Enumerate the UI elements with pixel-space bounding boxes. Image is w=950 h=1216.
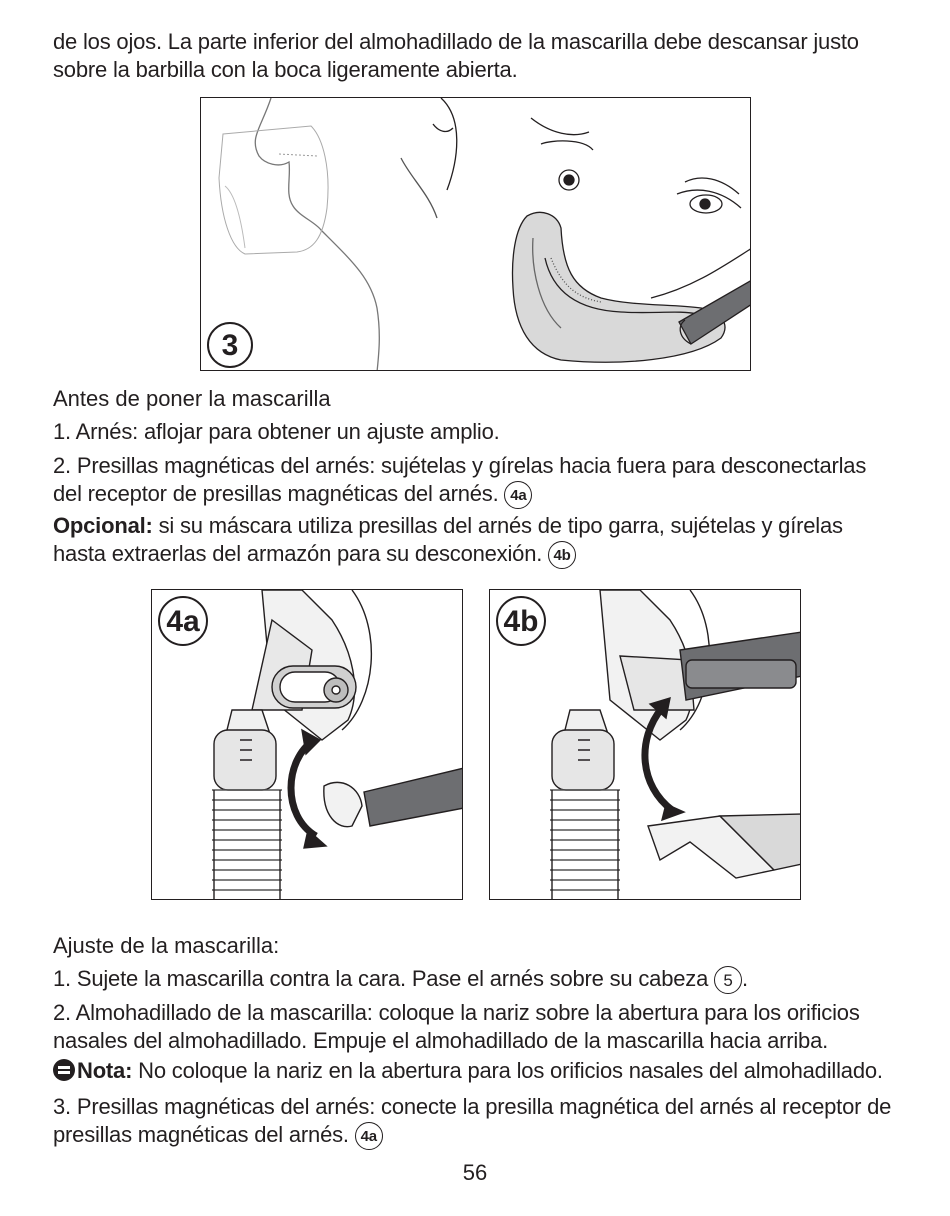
ref-badge-4a-second: 4a bbox=[355, 1122, 383, 1150]
section-heading-before: Antes de poner la mascarilla bbox=[53, 386, 331, 411]
optional-paragraph bbox=[53, 512, 898, 569]
fit-step-2: 2. Almohadillado de la mascarilla: coloque la nariz sobre la abertura para los orificios nasales del almohadillado. Empuje el almohadillado de la mascarilla hacia arriba. bbox=[53, 1000, 860, 1053]
note-text: No coloque la nariz en la abertura para los orificios nasales del almohadillado. bbox=[132, 1058, 883, 1083]
before-step-1: 1. Arnés: aflojar para obtener un ajuste amplio. bbox=[53, 419, 500, 444]
note-label: Nota: bbox=[77, 1058, 133, 1083]
before-step-2-text: 2. Presillas magnéticas del arnés: sujételas y gírelas hacia fuera para desconectarlas del receptor de presillas magnéticas del arnés. bbox=[53, 453, 867, 506]
figure-4a-label: 4a bbox=[158, 596, 208, 646]
page-number: 56 bbox=[462, 1160, 488, 1185]
note-paragraph bbox=[53, 1057, 898, 1085]
figure-4a-magnetic-clip bbox=[151, 589, 463, 900]
intro-paragraph: de los ojos. La parte inferior del almohadillado de la mascarilla debe descansar justo sobre la barbilla con la boca ligeramente abierta. bbox=[53, 29, 859, 82]
ref-badge-4a: 4a bbox=[504, 481, 532, 509]
before-step-2 bbox=[53, 452, 898, 509]
optional-label: Opcional: bbox=[53, 513, 153, 538]
fit-step-1-text: 1. Sujete la mascarilla contra la cara. Pase el arnés sobre su cabeza bbox=[53, 966, 709, 991]
section-heading-fit: Ajuste de la mascarilla: bbox=[53, 933, 280, 958]
fit-step-3 bbox=[53, 1093, 898, 1150]
ref-badge-5: 5 bbox=[714, 966, 742, 994]
ref-badge-4b: 4b bbox=[548, 541, 576, 569]
face-mask-illustration bbox=[201, 98, 751, 371]
note-icon bbox=[53, 1059, 75, 1081]
fit-step-1-end: . bbox=[742, 966, 748, 991]
fit-step-1 bbox=[53, 965, 898, 994]
figure-3-mask-placement bbox=[200, 97, 751, 371]
figure-4b-claw-clip bbox=[489, 589, 801, 900]
figure-3-label: 3 bbox=[207, 322, 253, 368]
figure-4b-label: 4b bbox=[496, 596, 546, 646]
optional-text: si su máscara utiliza presillas del arnés de tipo garra, sujételas y gírelas hasta extraerlas del armazón para su desconexión. bbox=[53, 513, 843, 566]
fit-step-3-text: 3. Presillas magnéticas del arnés: conecte la presilla magnética del arnés al receptor de presillas magnéticas del arnés. bbox=[53, 1094, 892, 1147]
